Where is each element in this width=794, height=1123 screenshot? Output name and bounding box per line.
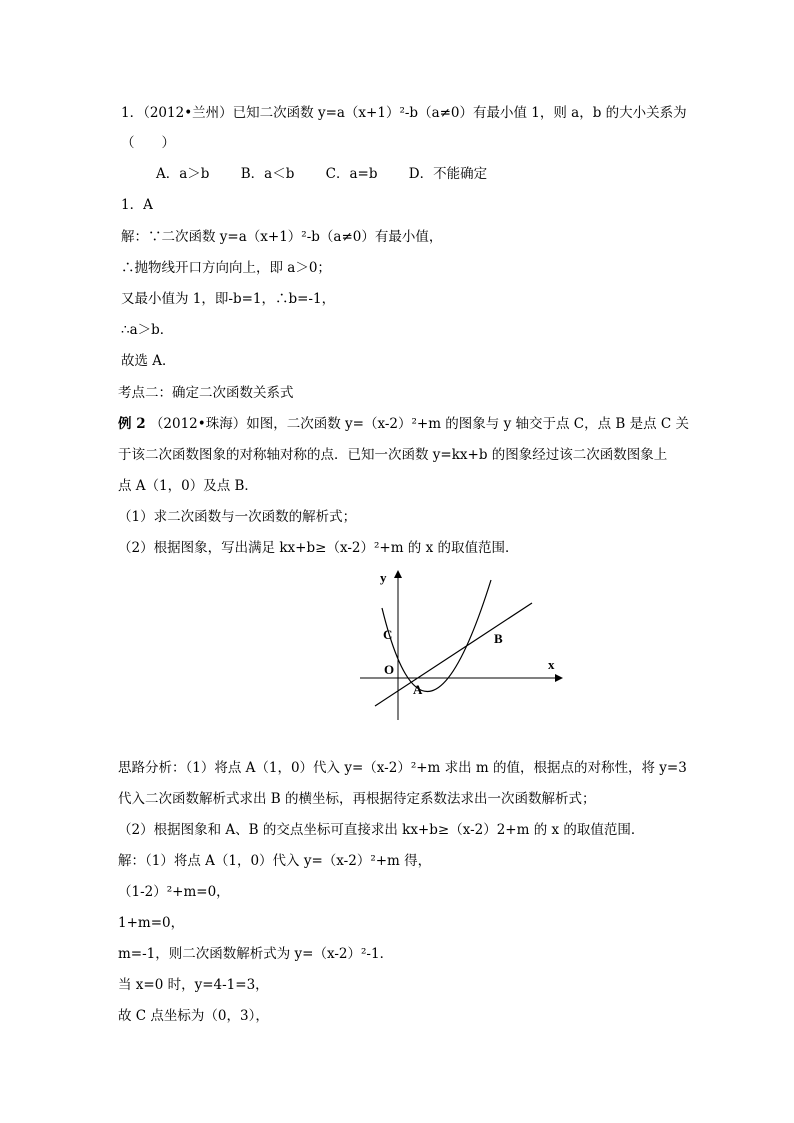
y-axis-label: y (380, 570, 387, 585)
point-a-label: A (413, 682, 423, 697)
example-2-line-3: 点 A（1，0）及点 B． (118, 478, 258, 494)
question-1-paren: （ ） (121, 135, 175, 151)
analysis-line-3: （2）根据图象和 A、B 的交点坐标可直接求出 kx+b≥（x-2）2+m 的 x 的取值范围． (118, 822, 645, 838)
solution-2-line-2: （1-2）²+m=0， (118, 884, 230, 900)
example-2-line-1 (118, 415, 689, 433)
solution-2-line-6: 故 C 点坐标为（0，3）， (118, 1008, 269, 1024)
example-2-tag: 例 2 (118, 416, 146, 432)
solution-2-line-5: 当 x=0 时，y=4-1=3， (118, 977, 269, 993)
example-2-question-2: （2）根据图象，写出满足 kx+b≥（x-2）²+m 的 x 的取值范围． (118, 540, 519, 556)
analysis-line-2: 代入二次函数解析式求出 B 的横坐标，再根据待定系数法求出一次函数解析式； (118, 791, 596, 807)
example-2-line-2: 于该二次函数图象的对称轴对称的点．已知一次函数 y=kx+b 的图象经过该二次函数图象上 (118, 447, 668, 463)
point-b-label: B (494, 631, 503, 646)
solution-1-line-5: 故选 A． (121, 353, 176, 369)
solution-1-line-1: 解：∵二次函数 y=a（x+1）²-b（a≠0）有最小值， (121, 229, 443, 245)
example-2-text: （2012•珠海）如图，二次函数 y=（x-2）²+m 的图象与 y 轴交于点 C，点 B 是点 C 关 (149, 416, 690, 432)
function-graph (355, 568, 570, 733)
answer-1: 1．A (121, 197, 153, 213)
solution-1-line-3: 又最小值为 1，即-b=1，∴b=-1， (121, 291, 336, 307)
analysis-line-1: 思路分析：（1）将点 A（1，0）代入 y=（x-2）²+m 求出 m 的值，根据点的对称性，将 y=3 (118, 760, 687, 776)
x-axis-label: x (548, 657, 555, 672)
solution-1-line-2: ∴抛物线开口方向向上，即 a＞0； (121, 260, 331, 276)
point-c-label: C (383, 627, 393, 642)
solution-2-line-4: m=-1，则二次函数解析式为 y=（x-2）²-1． (118, 946, 394, 962)
origin-label: O (384, 662, 395, 677)
linear-function-line (375, 603, 532, 706)
question-1-stem: 1．（2012•兰州）已知二次函数 y=a（x+1）²-b（a≠0）有最小值 1，则 a，b 的大小关系为 (121, 105, 687, 121)
question-1-options: A．a＞b B．a＜b C．a=b D．不能确定 (156, 166, 488, 182)
solution-1-line-4: ∴a＞b． (121, 322, 174, 338)
y-axis-arrow (394, 570, 402, 578)
section-heading: 考点二：确定二次函数关系式 (118, 385, 294, 401)
x-axis-arrow (555, 674, 563, 682)
example-2-question-1: （1）求二次函数与一次函数的解析式； (118, 509, 357, 525)
solution-2-line-1: 解：（1）将点 A（1，0）代入 y=（x-2）²+m 得， (118, 853, 432, 869)
solution-2-line-3: 1+m=0， (118, 915, 185, 931)
